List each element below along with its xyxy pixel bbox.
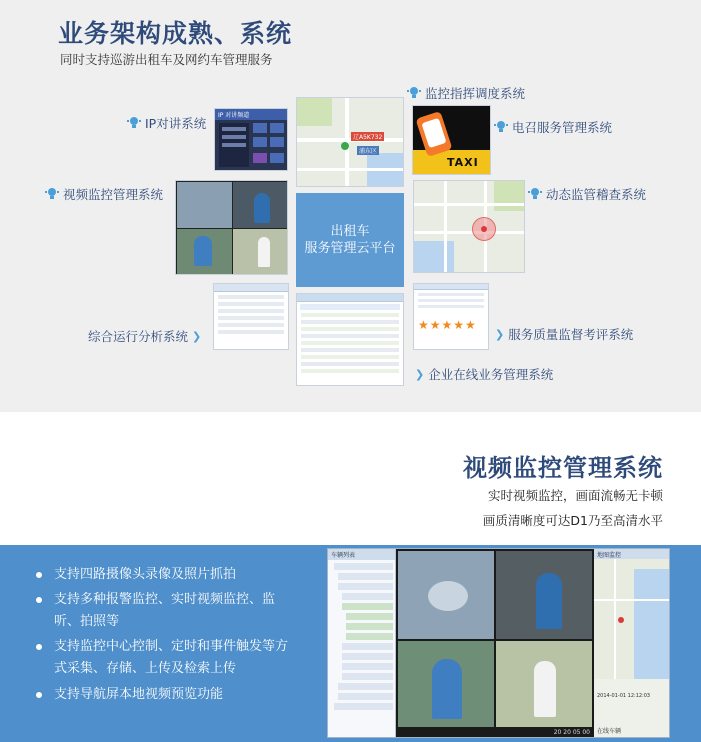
map-header: 地图监控 xyxy=(594,549,669,560)
label-dynamic-audit: 动态监管稽查系统 xyxy=(528,185,646,203)
video-timecode: 20 20 05 00 xyxy=(553,729,590,736)
service-quality-tile xyxy=(413,283,489,350)
video-monitor-tile xyxy=(175,180,288,275)
architecture-subtitle: 同时支持巡游出租车及网约车管理服务 xyxy=(60,52,273,67)
label-ip-intercom: IP对讲系统 xyxy=(127,114,206,132)
bullet-icon xyxy=(36,597,42,603)
label-dispatch: 监控指挥调度系统 xyxy=(407,84,525,102)
monitor-screenshot xyxy=(327,548,670,738)
bulb-icon xyxy=(528,187,542,201)
label-enterprise-online: ❯ 企业在线业务管理系统 xyxy=(415,367,554,382)
operation-analysis-tile xyxy=(213,283,289,350)
enterprise-online-tile xyxy=(296,293,404,386)
chevron-right-icon: ❯ xyxy=(415,367,425,381)
feature-item: 支持监控中心控制、定时和事件触发等方式采集、存储、上传及检索上传 xyxy=(36,636,296,680)
center-line-2: 服务管理云平台 xyxy=(304,241,396,256)
map-plate-badge: 辽A5K732 xyxy=(353,134,383,141)
video-system-line-1: 实时视频监控，画面流畅无卡顿 xyxy=(487,488,663,503)
vehicle-tree-panel xyxy=(328,549,396,737)
bullet-icon xyxy=(36,644,42,650)
bottom-status: 在线车辆 xyxy=(597,728,622,735)
bullet-icon xyxy=(36,692,42,698)
chevron-right-icon: ❯ xyxy=(495,327,505,341)
chevron-right-icon: ❯ xyxy=(192,329,202,343)
label-operation-analysis: 综合运行分析系统 ❯ xyxy=(88,329,202,344)
map-district-label: 浦东区 xyxy=(359,148,378,155)
bulb-icon xyxy=(407,86,421,100)
rating-stars: ★★★★★ xyxy=(418,318,477,332)
architecture-title: 业务架构成熟、系统 xyxy=(58,19,293,48)
dynamic-audit-map-tile xyxy=(413,180,525,273)
video-system-line-2: 画质清晰度可达D1乃至高清水平 xyxy=(482,513,663,528)
feature-item: 支持导航屏本地视频预览功能 xyxy=(36,684,296,706)
label-call-service: 电召服务管理系统 xyxy=(494,118,612,136)
ip-window-title: IP 对讲频道 xyxy=(215,109,287,120)
call-service-tile xyxy=(412,105,491,175)
video-system-title: 视频监控管理系统 xyxy=(463,454,663,482)
video-grid xyxy=(396,549,594,737)
bullet-icon xyxy=(36,572,42,578)
bulb-icon xyxy=(494,120,508,134)
feature-item: 支持多种报警监控、实时视频监控、监听、拍照等 xyxy=(36,589,296,633)
feature-item: 支持四路摄像头录像及照片抓拍 xyxy=(36,564,296,586)
label-service-quality: ❯ 服务质量监督考评系统 xyxy=(495,327,634,342)
cloud-platform-tile xyxy=(296,193,404,287)
taxi-sign: TAXI xyxy=(447,156,479,169)
dispatch-map-tile xyxy=(296,97,404,187)
label-video-monitor: 视频监控管理系统 xyxy=(45,185,163,203)
bulb-icon xyxy=(45,187,59,201)
bulb-icon xyxy=(127,116,141,130)
map-time: 2014-01-01 12:12:03 xyxy=(597,693,651,699)
ip-intercom-tile xyxy=(214,108,288,171)
map-side-panel xyxy=(594,549,669,737)
tree-header: 车辆列表 xyxy=(328,549,395,560)
center-line-1: 出租车 xyxy=(330,224,370,239)
